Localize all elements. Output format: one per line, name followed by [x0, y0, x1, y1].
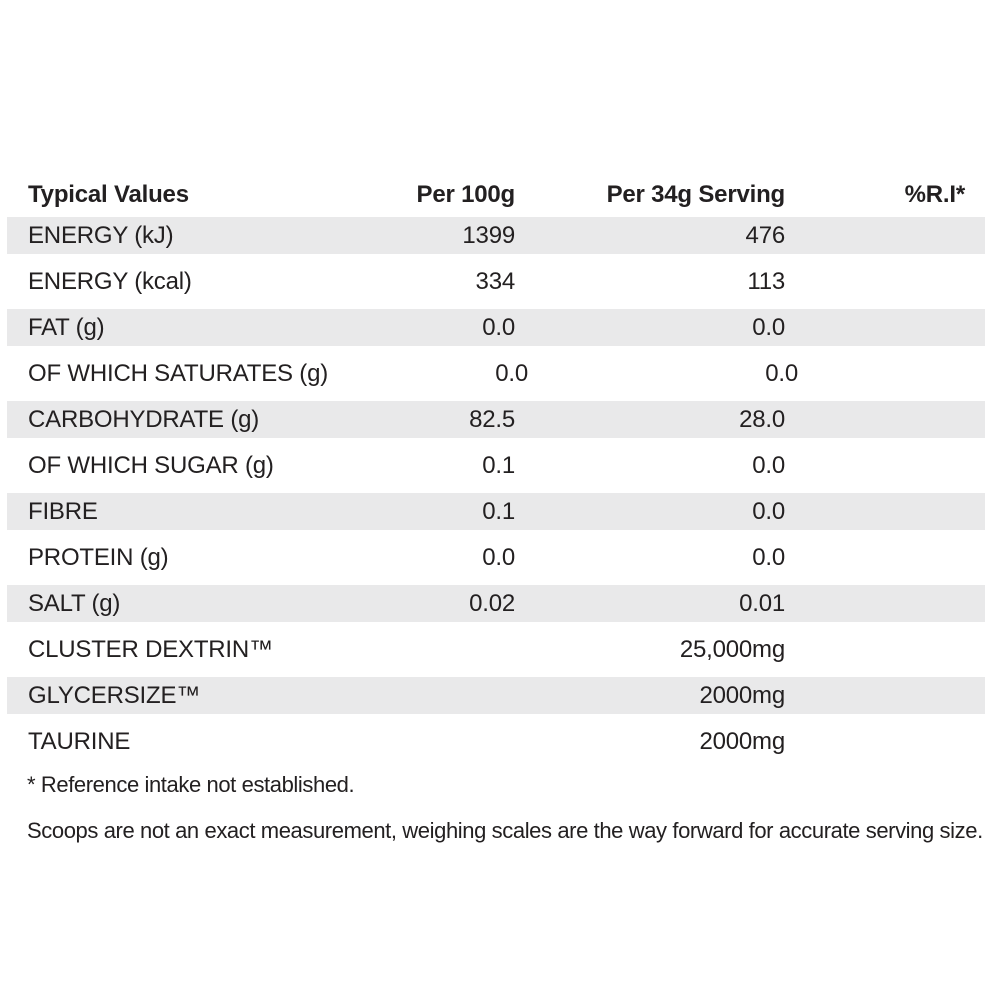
table-row-fibre: [7, 493, 985, 530]
footnote-reference-intake: * Reference intake not established.: [27, 772, 355, 797]
row-label: PROTEIN (g): [28, 543, 169, 571]
row-label: ENERGY (kJ): [28, 221, 174, 249]
row-value-per-serving: 0.0: [752, 451, 785, 479]
row-value-per-serving: 0.0: [765, 359, 799, 387]
row-value-per-100g: 1399: [462, 221, 515, 249]
row-label: CLUSTER DEXTRIN™: [28, 635, 273, 663]
table-header-row: [7, 172, 985, 217]
column-header-per-100g: Per 100g: [416, 180, 515, 208]
row-value-per-serving: 2000mg: [699, 681, 785, 709]
row-value-per-100g: 0.02: [469, 589, 515, 617]
row-label: ENERGY (kcal): [28, 267, 192, 295]
row-value-per-serving: 2000mg: [699, 727, 785, 755]
row-value-per-100g: 334: [475, 267, 515, 295]
row-label: FIBRE: [28, 497, 98, 525]
row-label: GLYCERSIZE™: [28, 681, 201, 709]
row-value-per-serving: 113: [747, 267, 785, 295]
row-value-per-serving: 0.0: [752, 543, 785, 571]
row-value-per-100g: 0.0: [482, 543, 515, 571]
row-label: OF WHICH SATURATES (g): [28, 359, 329, 387]
row-value-per-serving: 476: [745, 221, 785, 249]
row-label: OF WHICH SUGAR (g): [28, 451, 274, 479]
table-row-energy-kcal: [7, 263, 985, 300]
table-row-saturates: [7, 355, 985, 392]
column-header-typical-values: Typical Values: [28, 180, 189, 208]
table-row-sugar: [7, 447, 985, 484]
column-header-per-serving: Per 34g Serving: [606, 180, 785, 208]
row-value-per-serving: 25,000mg: [679, 635, 785, 663]
table-row-taurine: [7, 723, 985, 760]
row-value-per-100g: 0.1: [482, 451, 515, 479]
column-header-ri-percent: %R.I*: [904, 180, 965, 208]
row-value-per-100g: 82.5: [469, 405, 515, 433]
row-value-per-100g: 0.0: [495, 359, 529, 387]
row-value-per-serving: 0.01: [739, 589, 785, 617]
row-label: CARBOHYDRATE (g): [28, 405, 260, 433]
footnote-scoops-disclaimer: Scoops are not an exact measurement, weighing scales are the way forward for accurate serving size.: [27, 818, 983, 843]
row-value-per-serving: 0.0: [752, 313, 785, 341]
row-label: TAURINE: [28, 727, 131, 755]
table-row-protein: [7, 539, 985, 576]
table-row-energy-kj: [7, 217, 985, 254]
table-row-carbohydrate: [7, 401, 985, 438]
nutrition-facts-table: [7, 172, 985, 769]
row-value-per-100g: 0.0: [482, 313, 515, 341]
row-value-per-100g: 0.1: [482, 497, 515, 525]
table-row-salt: [7, 585, 985, 622]
table-row-cluster-dextrin: [7, 631, 985, 668]
row-label: FAT (g): [28, 313, 105, 341]
row-value-per-serving: 28.0: [739, 405, 785, 433]
footnotes: [27, 771, 983, 863]
row-value-per-serving: 0.0: [752, 497, 785, 525]
row-label: SALT (g): [28, 589, 121, 617]
table-row-fat: [7, 309, 985, 346]
table-row-glycersize: [7, 677, 985, 714]
